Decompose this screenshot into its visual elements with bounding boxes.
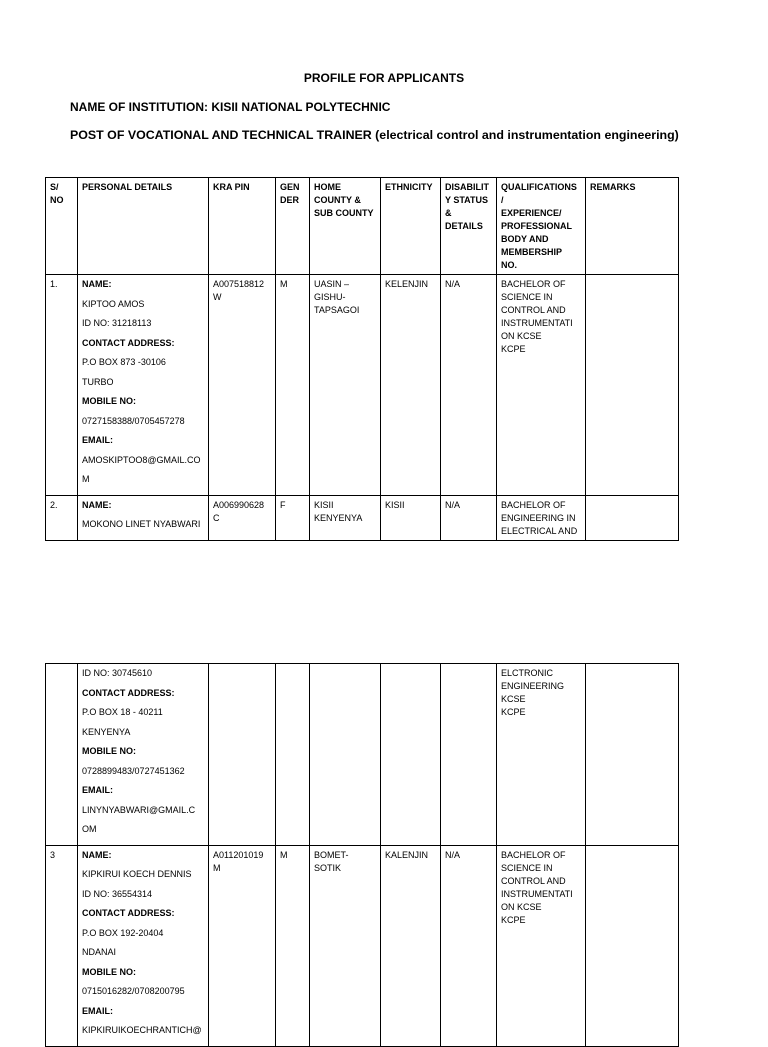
label-name: NAME: <box>82 499 112 510</box>
cell-qualifications: ELCTRONIC ENGINEERING KCSE KCPE <box>497 664 586 846</box>
cell-ethnicity: KALENJIN <box>381 845 441 1046</box>
cell-kra-pin: A006990628 C <box>209 495 276 540</box>
cell-sno: 1. <box>46 275 78 496</box>
value-mobile-no: 0728899483/0727451362 <box>82 765 185 776</box>
cell-gender: M <box>276 845 310 1046</box>
cell-disability <box>441 664 497 846</box>
value-id-no: ID NO: 36554314 <box>82 888 153 899</box>
cell-ethnicity <box>381 664 441 846</box>
value-town: TURBO <box>82 376 114 387</box>
cell-home-county: BOMET- SOTIK <box>310 845 381 1046</box>
value-town: NDANAI <box>82 947 117 957</box>
cell-gender: F <box>276 495 310 540</box>
cell-personal-details <box>78 845 209 1046</box>
cell-home-county <box>310 664 381 846</box>
cell-remarks <box>586 664 679 846</box>
value-email: LINYNYABWARI@GMAIL.C <box>82 804 196 815</box>
cell-ethnicity: KELENJIN <box>381 275 441 496</box>
table-header-row <box>46 178 679 275</box>
cell-home-county: KISII KENYENYA <box>310 495 381 540</box>
cell-kra-pin: A007518812 W <box>209 275 276 496</box>
table-row <box>46 275 679 496</box>
label-mobile-no: MOBILE NO: <box>82 396 136 406</box>
value-id-no: ID NO: 30745610 <box>82 668 153 678</box>
cell-gender: M <box>276 275 310 496</box>
cell-ethnicity: KISII <box>381 495 441 540</box>
header-disability: DISABILIT Y STATUS & DETAILS <box>441 178 497 275</box>
value-name: KIPTOO AMOS <box>82 298 145 309</box>
cell-qualifications: BACHELOR OF ENGINEERING IN ELECTRICAL AND <box>497 495 586 540</box>
cell-remarks <box>586 275 679 496</box>
label-name: NAME: <box>82 849 112 860</box>
applicants-table-page-2 <box>45 663 679 1047</box>
cell-disability: N/A <box>441 845 497 1046</box>
table-row <box>46 845 679 1046</box>
header-personal-details: PERSONAL DETAILS <box>78 178 209 275</box>
cell-personal-details <box>78 495 209 540</box>
cell-qualifications: BACHELOR OF SCIENCE IN CONTROL AND INSTRUMENTATI ON KCSE KCPE <box>497 275 586 496</box>
value-email: AMOSKIPTOO8@GMAIL.CO <box>82 454 201 465</box>
value-po-box: P.O BOX 192-20404 <box>82 927 164 938</box>
cell-home-county: UASIN – GISHU- TAPSAGOI <box>310 275 381 496</box>
value-mobile-no: 0715016282/0708200795 <box>82 986 185 996</box>
header-sno: S/ NO <box>46 178 78 275</box>
value-id-no: ID NO: 31218113 <box>82 318 152 328</box>
label-contact-address: CONTACT ADDRESS: <box>82 337 175 348</box>
value-name: KIPKIRUI KOECH DENNIS <box>82 869 192 879</box>
cell-remarks <box>586 495 679 540</box>
label-contact-address: CONTACT ADDRESS: <box>82 908 175 918</box>
table-row-continued <box>46 664 679 846</box>
cell-qualifications: BACHELOR OF SCIENCE IN CONTROL AND INSTRUMENTATI ON KCSE KCPE <box>497 845 586 1046</box>
header-home-county: HOME COUNTY & SUB COUNTY <box>310 178 381 275</box>
label-email: EMAIL: <box>82 435 113 445</box>
value-email-cont: OM <box>82 824 97 834</box>
cell-personal-details <box>78 275 209 496</box>
cell-sno: 3 <box>46 845 78 1046</box>
value-town: KENYENYA <box>82 726 131 737</box>
cell-gender <box>276 664 310 846</box>
label-mobile-no: MOBILE NO: <box>82 966 136 977</box>
cell-disability: N/A <box>441 275 497 496</box>
header-qualifications: QUALIFICATIONS / EXPERIENCE/ PROFESSIONAL BODY AND MEMBERSHIP NO. <box>497 178 586 275</box>
label-name: NAME: <box>82 279 112 289</box>
header-kra-pin: KRA PIN <box>209 178 276 275</box>
cell-disability: N/A <box>441 495 497 540</box>
value-name: MOKONO LINET NYABWARI <box>82 519 201 529</box>
value-mobile-no: 0727158388/0705457278 <box>82 415 185 426</box>
value-email-cont: M <box>82 474 90 484</box>
cell-sno: 2. <box>46 495 78 540</box>
value-po-box: P.O BOX 18 - 40211 <box>82 707 163 717</box>
post-title: POST OF VOCATIONAL AND TECHNICAL TRAINER (electrical control and instrumentation engineering) <box>70 128 679 142</box>
cell-kra-pin <box>209 664 276 846</box>
applicants-table-page-1 <box>45 177 679 541</box>
cell-personal-details <box>78 664 209 846</box>
header-remarks: REMARKS <box>586 178 679 275</box>
cell-sno <box>46 664 78 846</box>
label-email: EMAIL: <box>82 785 113 795</box>
cell-remarks <box>586 845 679 1046</box>
value-po-box: P.O BOX 873 -30106 <box>82 357 166 367</box>
institution-name: NAME OF INSTITUTION: KISII NATIONAL POLYTECHNIC <box>70 100 391 114</box>
label-mobile-no: MOBILE NO: <box>82 746 136 756</box>
table-row <box>46 495 679 540</box>
header-ethnicity: ETHNICITY <box>381 178 441 275</box>
value-email: KIPKIRUIKOECHRANTICH@ <box>82 1025 202 1035</box>
label-contact-address: CONTACT ADDRESS: <box>82 687 175 698</box>
label-email: EMAIL: <box>82 1005 113 1016</box>
cell-kra-pin: A011201019 M <box>209 845 276 1046</box>
header-gender: GEN DER <box>276 178 310 275</box>
document-title: PROFILE FOR APPLICANTS <box>303 71 465 85</box>
